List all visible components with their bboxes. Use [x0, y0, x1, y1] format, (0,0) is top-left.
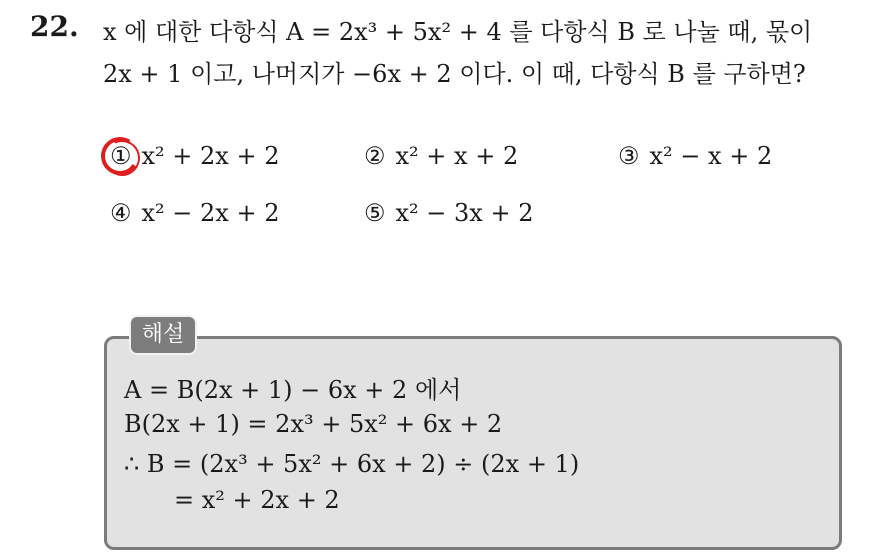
choice-1-mark: ① [110, 142, 132, 170]
choice-1[interactable] [110, 142, 279, 170]
choice-4-mark: ④ [110, 199, 132, 227]
choice-3[interactable] [618, 142, 772, 170]
solution-line-3: ∴ B = (2x³ + 5x² + 6x + 2) ÷ (2x + 1) [124, 450, 580, 478]
choice-3-mark: ③ [618, 142, 640, 170]
choice-4-expr: x² − 2x + 2 [141, 199, 280, 227]
question-number: 22. [30, 10, 79, 43]
choice-5-expr: x² − 3x + 2 [395, 199, 534, 227]
solution-line-4: = x² + 2x + 2 [174, 486, 340, 514]
choice-5[interactable] [364, 199, 533, 227]
choice-1-expr: x² + 2x + 2 [141, 142, 280, 170]
choice-2[interactable] [364, 142, 518, 170]
choice-2-expr: x² + x + 2 [395, 142, 519, 170]
question-text-line-2: 2x + 1 이고, 나머지가 −6x + 2 이다. 이 때, 다항식 B 를 구하면? [103, 60, 806, 88]
solution-box [104, 336, 842, 550]
solution-tab-label: 해설 [129, 315, 197, 355]
solution-line-1: A = B(2x + 1) − 6x + 2 에서 [124, 376, 462, 404]
choice-4[interactable] [110, 199, 279, 227]
choice-5-mark: ⑤ [364, 199, 386, 227]
choice-2-mark: ② [364, 142, 386, 170]
question-text-line-1: x 에 대한 다항식 A = 2x³ + 5x² + 4 를 다항식 B 로 나눌 때, 몫이 [103, 18, 813, 46]
solution-line-2: B(2x + 1) = 2x³ + 5x² + 6x + 2 [124, 410, 503, 438]
choice-3-expr: x² − x + 2 [649, 142, 773, 170]
